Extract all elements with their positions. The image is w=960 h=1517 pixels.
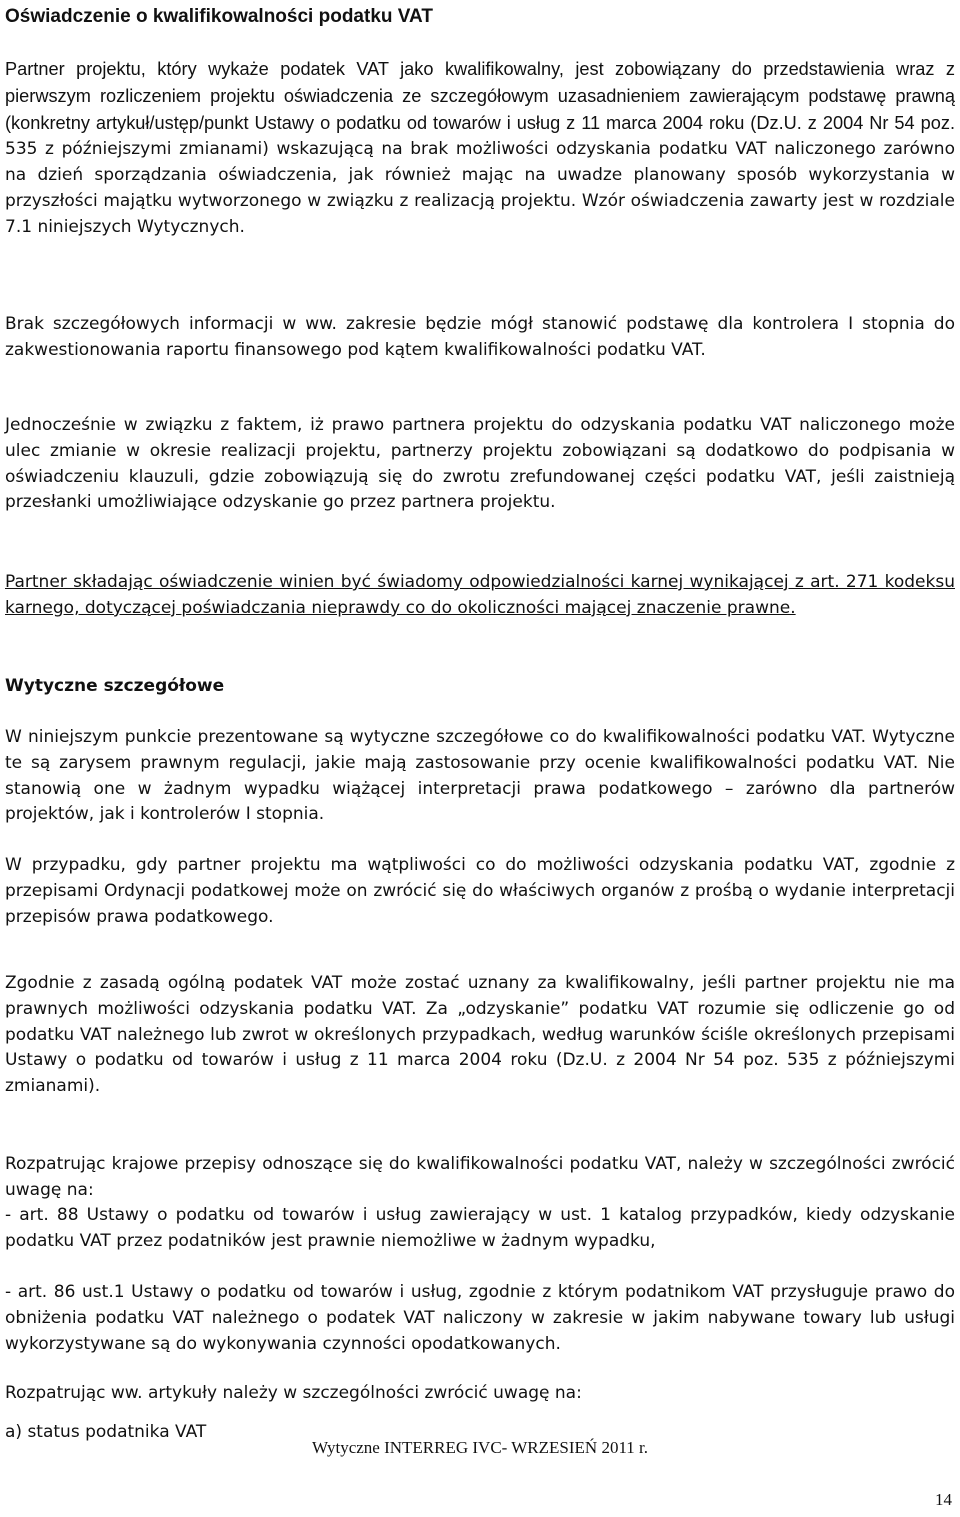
list-item-art-86: - art. 86 ust.1 Ustawy o podatku od towarów i usług, zgodnie z którym podatnikom VAT przysługuje prawo do obniżenia podatku VAT należnego o podatek VAT naliczony w zakresie w jakim nabywane towary lub usługi wykorzystywane są do wykonywania czynności opodatkowanych. (5, 1282, 955, 1354)
page-footer: Wytyczne INTERREG IVC- WRZESIEŃ 2011 r. (311, 1438, 649, 1457)
paragraph-refund-clause: Jednocześnie w związku z faktem, iż prawo partnera projektu do odzyskania podatku VAT naliczonego może ulec zmianie w okresie realizacji projektu, partnerzy projektu zobowiązani są dodatkowo do podpisania w oświadczeniu klauzuli, gdzie zobowiązują się do zwrotu zrefundowanej części podatku VAT, jeśli zaistnieją przesłanki umożliwiające odzyskanie go przez partnera projektu. (5, 415, 955, 513)
paragraph-vat-statement-requirement (5, 57, 955, 241)
paragraph-criminal-liability: Partner składając oświadczenie winien być świadomy odpowiedzialności karnej wynikającej z art. 271 kodeksu karnego, dotyczącej poświadczania nieprawdy co do okoliczności mającej znaczenie prawne. (5, 572, 955, 618)
paragraph-missing-details: Brak szczegółowych informacji w ww. zakresie będzie mógł stanowić podstawę dla kontrolera I stopnia do zakwestionowania raportu finansowego pod kątem kwalifikowalności podatku VAT. (5, 314, 955, 360)
paragraph-guidelines-intro: W niniejszym punkcie prezentowane są wytyczne szczegółowe co do kwalifikowalności podatku VAT. Wytyczne te są zarysem prawnym regulacji, jakie mają zastosowanie przy ocenie kwalifikowalności podatku VAT. Nie stanowią one w żadnym wypadku wiążącej interpretacji prawa podatkowego – zarówno dla partnerów projektów, jak i kontrolerów I stopnia. (5, 727, 955, 825)
paragraph-articles-attention: Rozpatrując ww. artykuły należy w szczególności zwrócić uwagę na: (5, 1383, 582, 1403)
list-item-art-88: - art. 88 Ustawy o podatku od towarów i usług zawierający w ust. 1 katalog przypadków, kiedy odzyskanie podatku VAT przez podatników jest prawnie niemożliwe w żadnym wypadku, (5, 1205, 955, 1251)
paragraph-national-regulations: Rozpatrując krajowe przepisy odnoszące się do kwalifikowalności podatku VAT, należy w szczególności zwrócić uwagę na: (5, 1154, 955, 1200)
paragraph-general-rule: Zgodnie z zasadą ogólną podatek VAT może zostać uznany za kwalifikowalny, jeśli partner projektu nie ma prawnych możliwości odzyskania podatku VAT. Za „odzyskanie” podatku VAT rozumie się odliczenie go od podatku VAT należnego lub zwrot w określonych przypadkach, według warunków ściśle określonych przepisami Ustawy o podatku od towarów i usług z 11 marca 2004 roku (Dz.U. z 2004 Nr 54 poz. 535 z późniejszymi zmianami). (5, 973, 955, 1097)
list-item-status-a: a) status podatnika VAT (5, 1422, 207, 1442)
paragraph-part-b: 535 z późniejszymi zmianami) wskazującą na brak możliwości odzyskania podatku VAT naliczonego zarówno na dzień sporządzania oświadczenia, jak również mając na uwadze planowany sposób wykorzystania w przyszłości majątku wytworzonego w związku z realizacją projektu. Wzór oświadczenia zawarty jest w rozdziale 7.1 niniejszych Wytycznych. (5, 139, 955, 237)
heading-detailed-guidelines: Wytyczne szczegółowe (5, 676, 225, 696)
page-number: 14 (935, 1490, 952, 1509)
document-title: Oświadczenie o kwalifikowalności podatku VAT (5, 6, 433, 27)
paragraph-part-a: Partner projektu, który wykaże podatek VAT jako kwalifikowalny, jest zobowiązany do przedstawienia wraz z pierwszym rozliczeniem projektu oświadczenia ze szczegółowym uzasadnieniem zawierającym podstawę prawną (konkretny artykuł/ustęp/punkt Ustawy o podatku od towarów i usług z 11 marca 2004 roku (Dz.U. z 2004 Nr 54 poz. (5, 59, 955, 133)
paragraph-doubts-interpretation: W przypadku, gdy partner projektu ma wątpliwości co do możliwości odzyskania podatku VAT, zgodnie z przepisami Ordynacji podatkowej może on zwrócić się do właściwych organów z prośbą o wydanie interpretacji przepisów prawa podatkowego. (5, 855, 955, 927)
